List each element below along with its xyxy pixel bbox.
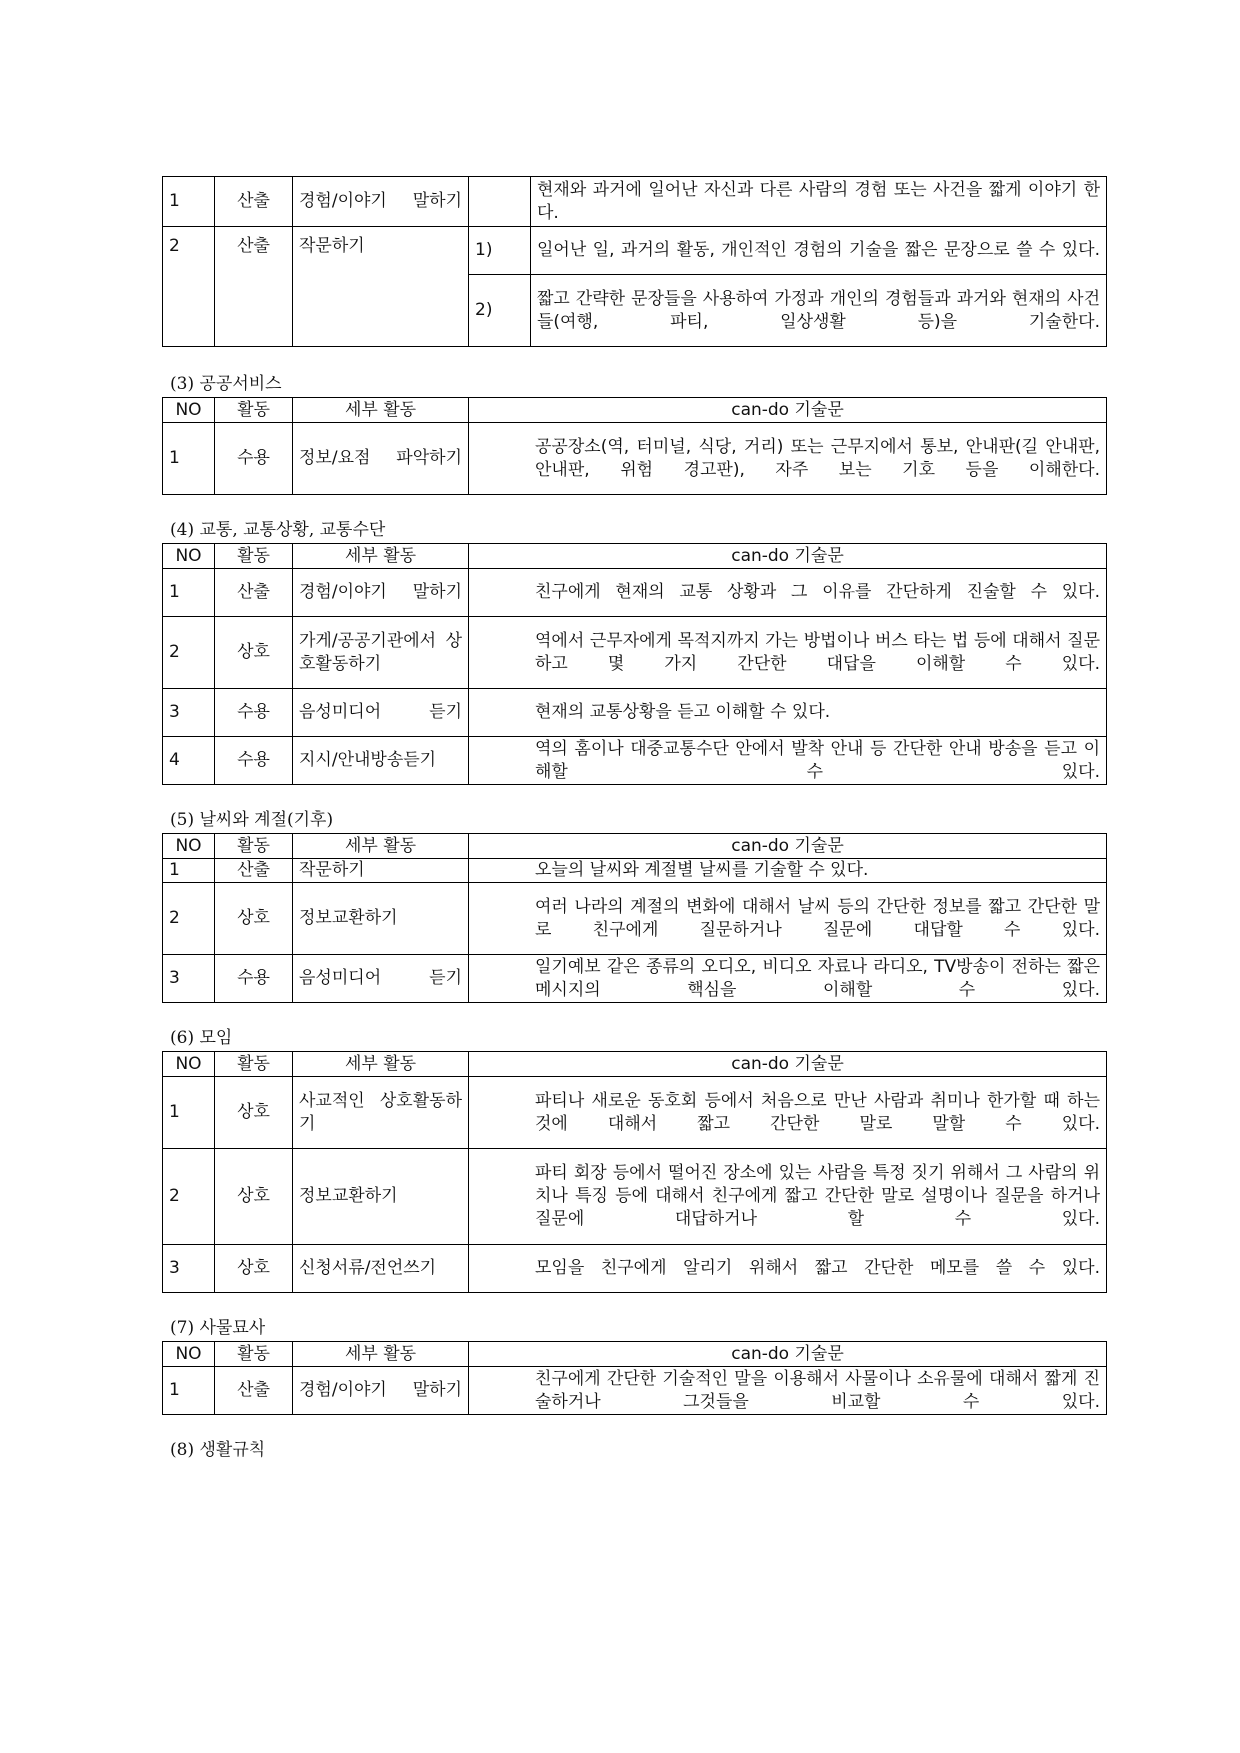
table-section-7 — [162, 1341, 1107, 1415]
table-header-row — [163, 1052, 1107, 1077]
table-section-3 — [162, 397, 1107, 495]
cell-cando: 역에서 근무자에게 목적지까지 가는 방법이나 버스 타는 법 등에 대해서 질문하고 몇 가지 간단한 대답을 이해할 수 있다. — [469, 617, 1107, 689]
table-section-5 — [162, 833, 1107, 1003]
cell-cando: 오늘의 날씨와 계절별 날씨를 기술할 수 있다. — [469, 859, 1107, 883]
cell-detail: 신청서류/전언쓰기 — [293, 1245, 469, 1293]
table-row — [163, 883, 1107, 955]
header-detail: 세부 활동 — [293, 1342, 469, 1367]
cell-no: 2 — [163, 883, 215, 955]
cell-detail: 작문하기 — [293, 227, 469, 347]
cell-cando: 역의 홈이나 대중교통수단 안에서 발착 안내 등 간단한 안내 방송을 듣고 이해할 수 있다. — [469, 737, 1107, 785]
header-no: NO — [163, 544, 215, 569]
cell-cando: 여러 나라의 계절의 변화에 대해서 날씨 등의 간단한 정보를 짧고 간단한 말로 친구에게 질문하거나 질문에 대답할 수 있다. — [469, 883, 1107, 955]
header-cando: can-do 기술문 — [469, 1342, 1107, 1367]
table-header-row — [163, 398, 1107, 423]
cell-activity: 수용 — [215, 423, 293, 495]
cell-no: 2 — [163, 227, 215, 347]
cell-cando: 현재와 과거에 일어난 자신과 다른 사람의 경험 또는 사건을 짧게 이야기 한다. — [531, 177, 1107, 227]
table-row — [163, 955, 1107, 1003]
cell-no: 1 — [163, 859, 215, 883]
cell-detail: 작문하기 — [293, 859, 469, 883]
header-no: NO — [163, 1052, 215, 1077]
cell-no: 3 — [163, 1245, 215, 1293]
cell-activity: 상호 — [215, 617, 293, 689]
cell-no: 1 — [163, 1077, 215, 1149]
header-cando: can-do 기술문 — [469, 398, 1107, 423]
cell-cando: 일어난 일, 과거의 활동, 개인적인 경험의 기술을 짧은 문장으로 쓸 수 있다. — [531, 227, 1107, 275]
section-title: (4) 교통, 교통상황, 교통수단 — [170, 520, 386, 540]
header-cando: can-do 기술문 — [469, 544, 1107, 569]
cell-sub: 2) — [469, 275, 531, 347]
header-detail: 세부 활동 — [293, 544, 469, 569]
cell-cando: 공공장소(역, 터미널, 식당, 거리) 또는 근무지에서 통보, 안내판(길 안내판, 안내판, 위험 경고판), 자주 보는 기호 등을 이해한다. — [469, 423, 1107, 495]
table-row — [163, 1149, 1107, 1245]
section-title-final: (8) 생활규칙 — [170, 1440, 266, 1460]
section-title: (5) 날씨와 계절(기후) — [170, 810, 334, 830]
table-row — [163, 859, 1107, 883]
header-cando: can-do 기술문 — [469, 834, 1107, 859]
header-detail: 세부 활동 — [293, 1052, 469, 1077]
cell-detail: 경험/이야기 말하기 — [293, 569, 469, 617]
header-detail: 세부 활동 — [293, 834, 469, 859]
table-header-row — [163, 544, 1107, 569]
table-section-4 — [162, 543, 1107, 785]
cell-cando: 짧고 간략한 문장들을 사용하여 가정과 개인의 경험들과 과거와 현재의 사건들(여행, 파티, 일상생활 등)을 기술한다. — [531, 275, 1107, 347]
cell-cando: 현재의 교통상황을 듣고 이해할 수 있다. — [469, 689, 1107, 737]
cell-sub: 1) — [469, 227, 531, 275]
cell-detail: 정보교환하기 — [293, 883, 469, 955]
cell-no: 1 — [163, 177, 215, 227]
header-activity: 활동 — [215, 398, 293, 423]
cell-no: 2 — [163, 617, 215, 689]
cell-activity: 수용 — [215, 689, 293, 737]
cell-detail: 정보교환하기 — [293, 1149, 469, 1245]
table-row — [163, 689, 1107, 737]
cell-cando: 모임을 친구에게 알리기 위해서 짧고 간단한 메모를 쓸 수 있다. — [469, 1245, 1107, 1293]
table-header-row — [163, 1342, 1107, 1367]
section-title: (6) 모임 — [170, 1028, 233, 1048]
cell-activity: 상호 — [215, 1245, 293, 1293]
section-title: (3) 공공서비스 — [170, 374, 282, 394]
table-row — [163, 1367, 1107, 1415]
cell-detail: 경험/이야기 말하기 — [293, 1367, 469, 1415]
cell-activity: 산출 — [215, 177, 293, 227]
cell-activity: 상호 — [215, 1149, 293, 1245]
cell-no: 4 — [163, 737, 215, 785]
table-row — [163, 737, 1107, 785]
cell-cando: 일기예보 같은 종류의 오디오, 비디오 자료나 라디오, TV방송이 전하는 짧은 메시지의 핵심을 이해할 수 있다. — [469, 955, 1107, 1003]
table-row — [163, 1077, 1107, 1149]
cell-no: 1 — [163, 569, 215, 617]
table-continuation — [162, 176, 1107, 347]
cell-cando: 친구에게 간단한 기술적인 말을 이용해서 사물이나 소유물에 대해서 짧게 진술하거나 그것들을 비교할 수 있다. — [469, 1367, 1107, 1415]
cell-cando: 파티나 새로운 동호회 등에서 처음으로 만난 사람과 취미나 한가할 때 하는 것에 대해서 짧고 간단한 말로 말할 수 있다. — [469, 1077, 1107, 1149]
header-no: NO — [163, 1342, 215, 1367]
cell-sub — [469, 177, 531, 227]
cell-activity: 수용 — [215, 955, 293, 1003]
table-header-row — [163, 834, 1107, 859]
header-activity: 활동 — [215, 1342, 293, 1367]
table-section-6 — [162, 1051, 1107, 1293]
cell-detail: 경험/이야기 말하기 — [293, 177, 469, 227]
cell-cando: 친구에게 현재의 교통 상황과 그 이유를 간단하게 진술할 수 있다. — [469, 569, 1107, 617]
cell-activity: 산출 — [215, 1367, 293, 1415]
cell-activity: 상호 — [215, 883, 293, 955]
cell-detail: 정보/요점 파악하기 — [293, 423, 469, 495]
cell-cando: 파티 회장 등에서 떨어진 장소에 있는 사람을 특정 짓기 위해서 그 사람의 위치나 특징 등에 대해서 친구에게 짧고 간단한 말로 설명이나 질문을 하거나 질문에 대답하거나 할 수 있다. — [469, 1149, 1107, 1245]
cell-activity: 수용 — [215, 737, 293, 785]
cell-no: 1 — [163, 423, 215, 495]
cell-detail: 음성미디어 듣기 — [293, 955, 469, 1003]
table-row — [163, 1245, 1107, 1293]
header-detail: 세부 활동 — [293, 398, 469, 423]
section-title: (7) 사물묘사 — [170, 1318, 266, 1338]
table-row — [163, 227, 1107, 275]
header-no: NO — [163, 398, 215, 423]
table-row — [163, 569, 1107, 617]
header-activity: 활동 — [215, 1052, 293, 1077]
cell-detail: 가게/공공기관에서 상호활동하기 — [293, 617, 469, 689]
cell-detail: 사교적인 상호활동하기 — [293, 1077, 469, 1149]
cell-no: 1 — [163, 1367, 215, 1415]
cell-activity: 산출 — [215, 569, 293, 617]
table-row — [163, 177, 1107, 227]
cell-no: 2 — [163, 1149, 215, 1245]
cell-detail: 지시/안내방송듣기 — [293, 737, 469, 785]
cell-activity: 상호 — [215, 1077, 293, 1149]
cell-no: 3 — [163, 689, 215, 737]
table-row — [163, 423, 1107, 495]
header-activity: 활동 — [215, 544, 293, 569]
document-page — [162, 176, 1107, 1463]
cell-activity: 산출 — [215, 227, 293, 347]
header-cando: can-do 기술문 — [469, 1052, 1107, 1077]
table-row — [163, 617, 1107, 689]
cell-detail: 음성미디어 듣기 — [293, 689, 469, 737]
header-activity: 활동 — [215, 834, 293, 859]
cell-activity: 산출 — [215, 859, 293, 883]
cell-no: 3 — [163, 955, 215, 1003]
header-no: NO — [163, 834, 215, 859]
